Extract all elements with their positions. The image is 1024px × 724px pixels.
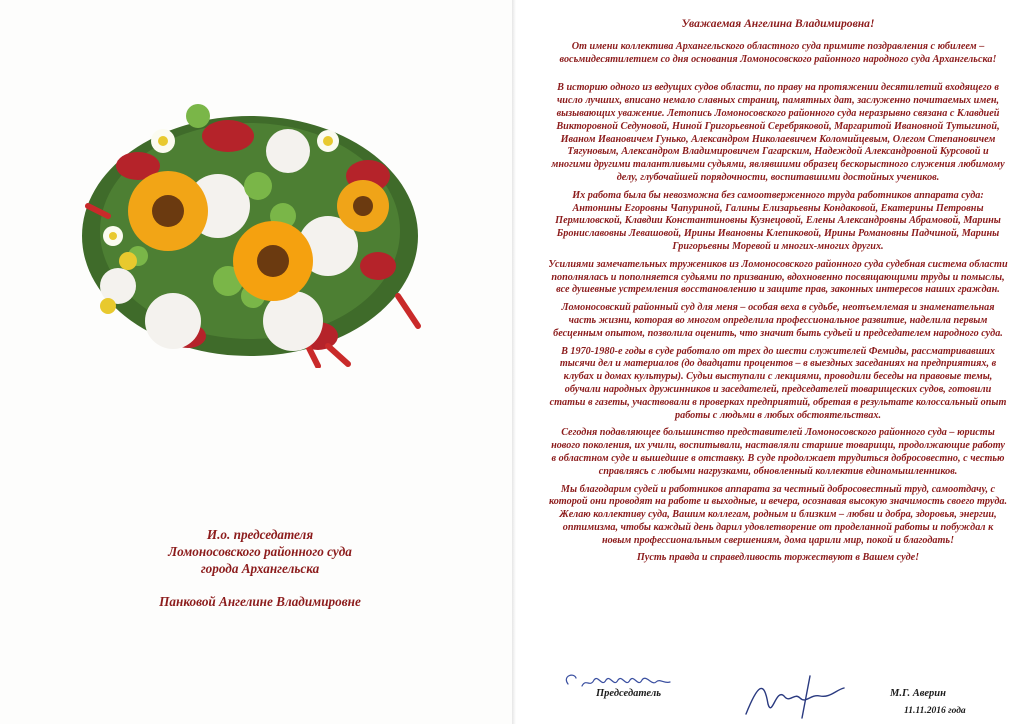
letter-paragraph-today: Сегодня подавляющее большинство представителей Ломоносовского районного суда – юристы нового поколения, их учили, воспитывали, наставляли старшие товарищи, продолжающие работу в областном суде и вышедшие в отставку. В суде продолжает трудиться добросовестно, с честью справляясь с любыми нагрузками, обновленный коллектив единомышленников.	[551, 427, 1005, 477]
letter-paragraph-1970s: В 1970-1980-е годы в суде работало от трех до шести служителей Фемиды, рассматривавших тысячи дел и материалов (до двадцати процентов – в выездных заседаниях на предприятиях, в клубах и домах культуры). Судьи выступали с лекциями, проводили беседы на правовые темы, обучали народных дружинников и заседателей, председателей товарищеских судов, готовили статьи в газеты, участвовали в проверках предприятий, обретая в результате колоссальный опыт работы с людьми в любых обстоятельствах.	[549, 345, 1007, 421]
signature-name: М.Г. Аверин	[890, 688, 946, 699]
addressee-court: Ломоносовского районного суда	[168, 544, 352, 559]
signature-role: Председатель	[596, 688, 662, 699]
addressee-title: И.о. председателя	[206, 527, 314, 542]
letter-closing: Пусть правда и справедливость торжествуют в Вашем суде!	[636, 552, 920, 564]
addressee-name: Панковой Ангелине Владимировне	[159, 594, 361, 609]
flower-bouquet-image	[78, 96, 423, 368]
letter-paragraph-gratitude: Мы благодарим судей и работников аппарата за честный добросовестный труд, самоотдачу, с которой они проводят на работе и выходные, и вечера, осознавая высокую значимость своего труда. Желаю коллективу суда, Вашим коллегам, родным и близким – любви и добра, здоровья, энергии, оптимизма, чтобы каждый день дарил удовлетворение от проделанной работы и побуждал к новым профессиональным свершениям, дома царили мир, покой и благодать!	[548, 483, 1008, 546]
signature-date: 11.11.2016 года	[904, 706, 966, 716]
signature-mark	[740, 674, 850, 720]
letter-paragraph-staff: Их работа была бы невозможна без самоотверженного труда работников аппарата суда: Антонины Егоровны Чапуриной, Галины Елизарьевны Кондаковой, Екатерины Петровны Пермиловской, Клавдии Константиновны Кузнецовой, Елены Александровны Абрамовой, Марины Брониславовны Левашовой, Ирины Ивановны Клепиковой, Ирины Романовны Падчиной, Марины Григорьевны Моревой и многих-многих других.	[555, 189, 1001, 252]
addressee-block	[60, 526, 460, 610]
letter-paragraph-personal: Ломоносовский районный суд для меня – особая веха в судьбе, неотъемлемая и знаменательная часть жизни, которая во многом определила профессиональное развитие, наделила первым бесценным опытом, позволила оценить, что значит быть судьей и председателем народного суда.	[553, 302, 1003, 339]
letter-paragraph-efforts: Усилиями замечательных тружеников из Ломоносовского районного суда судебная система области пополнялась и пополняется судьями по призванию, вдохновенно посвящающими труды и помыслы, все душевные устремления восстановлению и защите прав, законных интересов наших граждан.	[548, 258, 1008, 296]
letter-paragraph-history: В историю одного из ведущих судов области, по праву на протяжении десятилетий входящего в число лучших, вписано немало славных страниц, памятных дат, заслуженно почитаемых имен, вызывающих уважение. Летопись Ломоносовского районного суда неразрывно связана с Клавдией Викторовной Седуновой, Ниной Григорьевной Серебряковой, Маргаритой Ивановной Тутыгиной, Иваном Ивановичем Гунько, Александром Николаевичем Коломийцевым, Олегом Степановичем Тягуновым, Александром Владимировичем Гагарским, Надеждой Александровной Курсовой и многими другими талантливыми судьями, являвшими образец бескорыстного служения любимому делу, глубочайшей порядочности, воспитавшими достойных учеников.	[551, 82, 1005, 183]
letter-greeting: Уважаемая Ангелина Владимировна!	[681, 17, 875, 30]
letter-body	[548, 18, 1008, 570]
addressee-city: города Архангельска	[200, 561, 320, 576]
signature-block	[560, 670, 1000, 724]
letter-intro: От имени коллектива Архангельского областного суда примите поздравления с юбилеем – восьмидесятилетием со дня основания Ломоносовского районного народного суда Архангельска!	[559, 40, 997, 65]
